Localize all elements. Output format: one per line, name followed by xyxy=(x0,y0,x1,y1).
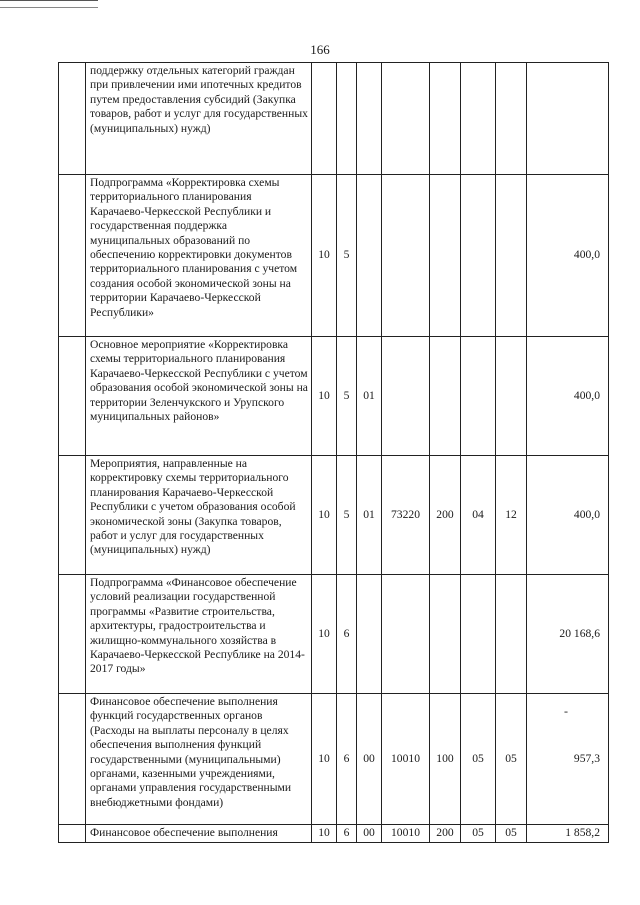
code-direction: 73220 xyxy=(382,456,430,575)
code-expense-type: 200 xyxy=(430,825,461,843)
code-program: 01 xyxy=(357,337,382,456)
code-program: 01 xyxy=(357,456,382,575)
code-program: 00 xyxy=(357,694,382,825)
row-description: Финансовое обеспечение выполнения функций государственных органов (Расходы на выплаты персоналу в целях обеспечения выполнения функций государственными (муниципальными) органами, казенными учреждениями, органами управления государственными внебюджетными фондами) xyxy=(86,694,312,825)
code-program xyxy=(357,63,382,175)
code-department: 05 xyxy=(461,694,496,825)
code-subdepartment: 05 xyxy=(496,694,527,825)
row-amount xyxy=(527,63,609,175)
page-number: 166 xyxy=(310,42,330,57)
code-subdepartment xyxy=(496,63,527,175)
row-index-cell xyxy=(59,175,86,337)
code-department xyxy=(461,175,496,337)
row-amount: 400,0 xyxy=(527,337,609,456)
row-index-cell xyxy=(59,694,86,825)
code-section: 10 xyxy=(312,575,337,694)
code-subsection: 6 xyxy=(337,694,357,825)
code-section: 10 xyxy=(312,825,337,843)
row-description: Основное мероприятие «Корректировка схемы территориального планирования Карачаево-Черкесской Республики с учетом образования особой экономической зоны на территории Зеленчукского и Урупского муниципальных районов» xyxy=(86,337,312,456)
code-program xyxy=(357,175,382,337)
row-index-cell xyxy=(59,456,86,575)
code-direction xyxy=(382,175,430,337)
code-subdepartment xyxy=(496,337,527,456)
code-direction: 10010 xyxy=(382,694,430,825)
table-row xyxy=(59,825,609,843)
row-description: Подпрограмма «Финансовое обеспечение условий реализации государственной программы «Развитие строительства, архитектуры, градостроительства и жилищно-коммунального хозяйства в Карачаево-Черкесской Республике на 2014-2017 годы» xyxy=(86,575,312,694)
table-row xyxy=(59,456,609,575)
table-row xyxy=(59,694,609,825)
code-subdepartment xyxy=(496,175,527,337)
row-index-cell xyxy=(59,63,86,175)
code-section: 10 xyxy=(312,694,337,825)
code-subsection: 5 xyxy=(337,337,357,456)
code-section: 10 xyxy=(312,337,337,456)
code-department: 05 xyxy=(461,825,496,843)
table-row xyxy=(59,175,609,337)
table-row xyxy=(59,63,609,175)
code-expense-type xyxy=(430,575,461,694)
code-subsection: 5 xyxy=(337,456,357,575)
code-expense-type: 200 xyxy=(430,456,461,575)
code-subsection xyxy=(337,63,357,175)
code-department xyxy=(461,337,496,456)
code-expense-type xyxy=(430,63,461,175)
budget-table xyxy=(58,62,609,843)
code-department: 04 xyxy=(461,456,496,575)
top-rule xyxy=(0,0,98,1)
stray-mark: - xyxy=(564,704,568,718)
code-expense-type: 100 xyxy=(430,694,461,825)
row-amount: 400,0 xyxy=(527,456,609,575)
row-index-cell xyxy=(59,337,86,456)
code-section xyxy=(312,63,337,175)
code-subsection: 5 xyxy=(337,175,357,337)
row-description: Подпрограмма «Корректировка схемы территориального планирования Карачаево-Черкесской Республики и государственная поддержка муниципальных образований по обеспечению корректировки документов территориального планирования с учетом создания особой экономической зоны на территории Карачаево-Черкесской Республики» xyxy=(86,175,312,337)
code-program: 00 xyxy=(357,825,382,843)
code-expense-type xyxy=(430,175,461,337)
code-direction xyxy=(382,63,430,175)
code-department xyxy=(461,63,496,175)
code-expense-type xyxy=(430,337,461,456)
code-subdepartment: 12 xyxy=(496,456,527,575)
row-amount: 1 858,2 xyxy=(527,825,609,843)
code-section: 10 xyxy=(312,456,337,575)
row-amount: 400,0 xyxy=(527,175,609,337)
row-amount: 20 168,6 xyxy=(527,575,609,694)
code-direction xyxy=(382,575,430,694)
code-department xyxy=(461,575,496,694)
code-direction: 10010 xyxy=(382,825,430,843)
row-index-cell xyxy=(59,575,86,694)
code-program xyxy=(357,575,382,694)
top-rule-secondary xyxy=(0,7,98,8)
row-description: Финансовое обеспечение выполнения xyxy=(86,825,312,843)
code-subdepartment: 05 xyxy=(496,825,527,843)
row-amount: 957,3 xyxy=(527,694,609,825)
row-index-cell xyxy=(59,825,86,843)
row-description: поддержку отдельных категорий граждан при привлечении ими ипотечных кредитов путем предоставления субсидий (Закупка товаров, работ и услуг для государственных (муниципальных) нужд) xyxy=(86,63,312,175)
table-row xyxy=(59,337,609,456)
code-subsection: 6 xyxy=(337,575,357,694)
code-direction xyxy=(382,337,430,456)
row-description: Мероприятия, направленные на корректировку схемы территориального планирования Карачаево-Черкесской Республики с учетом образования особой экономической зоны (Закупка товаров, работ и услуг для государственных (муниципальных) нужд) xyxy=(86,456,312,575)
code-subsection: 6 xyxy=(337,825,357,843)
code-section: 10 xyxy=(312,175,337,337)
code-subdepartment xyxy=(496,575,527,694)
table-row xyxy=(59,575,609,694)
